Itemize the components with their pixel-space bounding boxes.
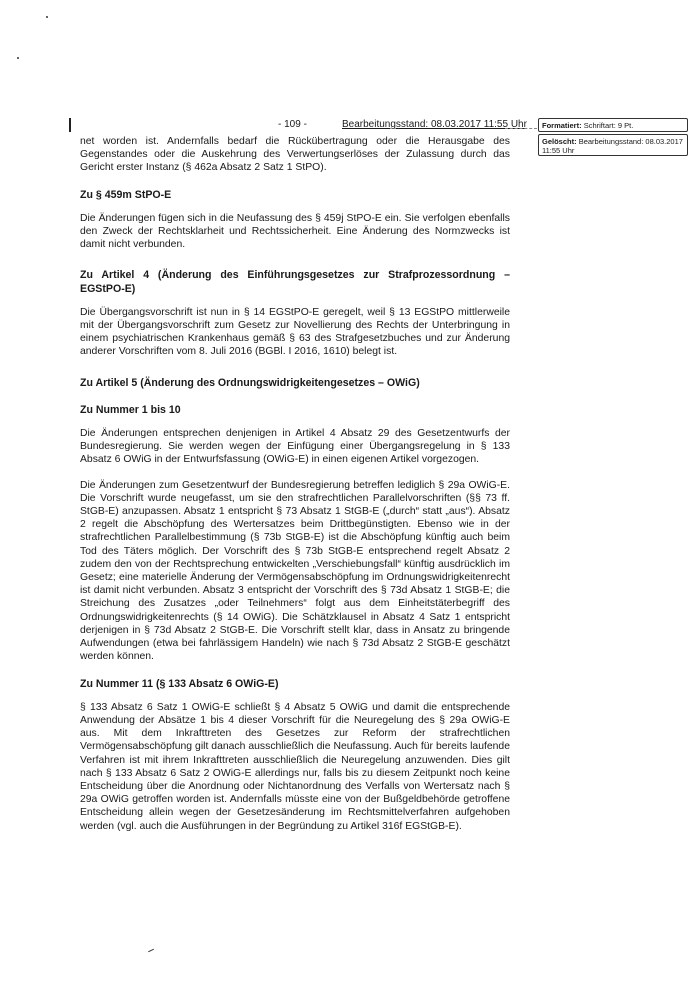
comment-label: Gelöscht: bbox=[542, 137, 577, 146]
scan-mark bbox=[148, 949, 154, 952]
comment-deleted[interactable] bbox=[538, 134, 688, 156]
document-body bbox=[80, 135, 510, 845]
section-heading: Zu § 459m StPO-E bbox=[80, 188, 172, 201]
comment-label: Formatiert: bbox=[542, 121, 582, 130]
section-heading: Zu Artikel 5 (Änderung des Ordnungswidrigkeitengesetzes – OWiG) bbox=[80, 376, 420, 389]
change-bar bbox=[69, 118, 71, 132]
comment-leader-line bbox=[505, 128, 537, 129]
comment-formatted[interactable] bbox=[538, 118, 688, 132]
edit-status: Bearbeitungsstand: 08.03.2017 11:55 Uhr bbox=[342, 119, 527, 130]
comment-text: Bearbeitungsstand: 08.03.2017 11:55 Uhr bbox=[542, 137, 683, 155]
scan-speck bbox=[17, 57, 19, 59]
comment-text: Schriftart: 9 Pt. bbox=[583, 121, 634, 130]
page-number: - 109 - bbox=[278, 119, 307, 130]
paragraph: Die Änderungen fügen sich in die Neufassung des § 459j StPO-E ein. Sie verfolgen ebenfalls den Zweck der Rechtsklarheit und Rechtssicherheit. Eine Änderung des Normzwecks ist damit nicht verbunden. bbox=[80, 212, 510, 251]
section-heading: Zu Nummer 11 (§ 133 Absatz 6 OWiG-E) bbox=[80, 677, 279, 690]
paragraph: Die Änderungen entsprechen denjenigen in Artikel 4 Absatz 29 des Gesetzentwurfs der Bundesregierung. Sie werden wegen der Einfügung einer Übergangsregelung in § 133 Absatz 6 OWiG in der Entwurfsfassung (OWiG-E) in einen eigenen Artikel vorgezogen. bbox=[80, 428, 510, 466]
paragraph: Die Änderungen zum Gesetzentwurf der Bundesregierung betreffen lediglich § 29a OWiG-E. Die Vorschrift wurde neugefasst, um sie den strafrechtlichen Parallelvorschriften (§§ 73 ff. StGB-E) anzupassen. Absatz 1 entspricht § 73 Absatz 1 StGB-E („durch“ statt „aus“). Absatz 2 regelt die Abschöpfung des Wertersatzes beim Drittbegünstigten. Ebenso wie in der strafrechtlichen Parallelbestimmung (§ 73b StGB-E) ist die Abschöpfung künftig auch beim Tod des Täters möglich. Der Vorschrift des § 73b StGB-E entsprechend regelt Absatz 2 zudem den von der Rechtsprechung entwickelten „Verschiebungsfall“ künftig ausdrücklich im Gesetz; eine materielle Änderung der Vermögensabschöpfung im Ordnungswidrigkeitenrecht ist damit nicht verbunden. Absatz 3 entspricht der Vorschrift des § 73d Absatz 1 StGB-E; die Streichung des Zusatzes „oder Teilnehmers“ folgt aus dem Einheitstäterbegriff des Ordnungswidrigkeitenrechts (§ 14 OWiG). Die Schätzklausel in Absatz 4 Satz 1 entspricht derjenigen in § 73d Absatz 2 StGB-E. Die Vorschrift stellt klar, dass in Ansatz zu bringende Aufwendungen (etwa bei fahrlässigem Handeln) wie nach § 73d Absatz 2 StGB-E geschätzt werden können. bbox=[80, 479, 510, 663]
section-heading: Zu Nummer 1 bis 10 bbox=[80, 403, 181, 416]
paragraph: § 133 Absatz 6 Satz 1 OWiG-E schließt § 4 Absatz 5 OWiG und damit die entsprechende Anwendung der Absätze 1 bis 4 dieser Vorschrift für die Neuregelung des § 29a OWiG-E aus. Mit dem Inkrafttreten des Gesetzes zur Reform der strafrechtlichen Vermögensabschöpfung gilt danach ausschließlich die Neufassung. Auch für bereits laufende Verfahren ist mit ihrem Inkrafttreten ausschließlich die Neuregelung anzuwenden. Dies gilt nach § 133 Absatz 6 Satz 2 OWiG-E allerdings nur, falls bis zu diesem Zeitpunkt noch keine Entscheidung über die Anordnung oder Nichtanordnung des Verfalls von Wertersatz nach § 29a OWiG getroffen worden ist. Andernfalls müsste eine von der Bußgeldbehörde getroffene Entscheidung allein wegen der Gesetzesänderung im Rechtsmittelverfahren aufgehoben werden (vgl. auch die Ausführungen in der Begründung zu Artikel 316f EGStGB-E). bbox=[80, 701, 510, 832]
section-heading: Zu Artikel 4 (Änderung des Einführungsgesetzes zur Strafprozessordnung – EGStPO-E) bbox=[80, 269, 510, 295]
paragraph: Die Übergangsvorschrift ist nun in § 14 EGStPO-E geregelt, weil § 13 EGStPO mittlerweile mit der Übergangsvorschrift zum Gesetz zur Novellierung des Rechts der Unterbringung in einem psychiatrischen Krankenhaus gemäß § 63 des Strafgesetzbuches und zur Änderung anderer Vorschriften vom 8. Juli 2016 (BGBl. I 2016, 1610) belegt ist. bbox=[80, 306, 510, 358]
page-header bbox=[80, 118, 527, 132]
paragraph: net worden ist. Andernfalls bedarf die Rückübertragung oder die Herausgabe des Gegenstandes oder die Auskehrung des Verwertungserlöses der Zulassung durch das Gericht erster Instanz (§ 462a Absatz 2 Satz 1 StPO). bbox=[80, 136, 510, 174]
scan-speck bbox=[46, 16, 48, 18]
